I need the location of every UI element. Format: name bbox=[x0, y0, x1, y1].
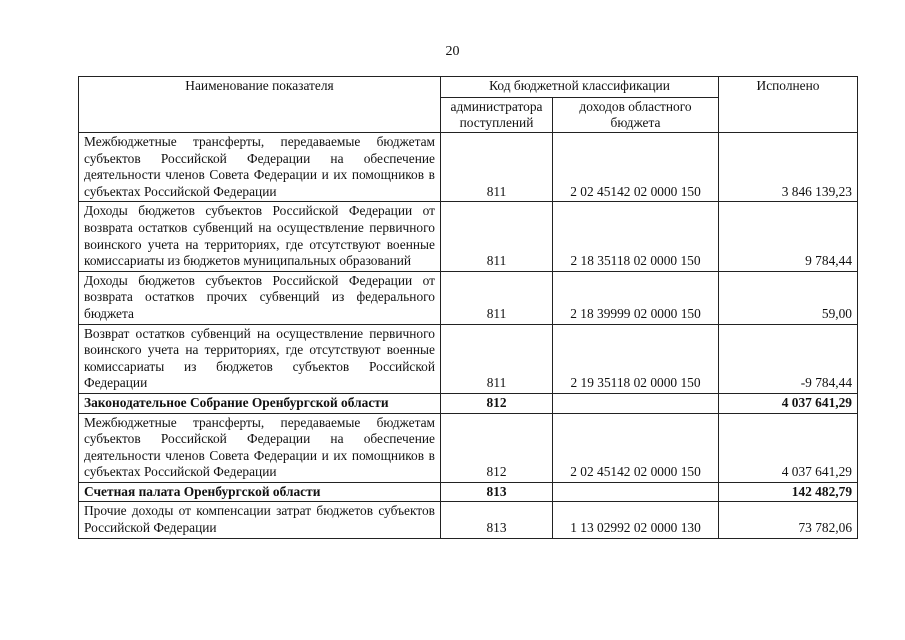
row-name-cell: Межбюджетные трансферты, передаваемые бюджетам субъектов Российской Федерации на обеспечение деятельности членов Совета Федерации и их помощников в субъектах Российской Федерации bbox=[79, 133, 441, 202]
row-admin-code-cell: 813 bbox=[441, 482, 553, 502]
table-header bbox=[79, 77, 858, 133]
table-row bbox=[79, 133, 858, 202]
row-name-cell: Доходы бюджетов субъектов Российской Федерации от возврата остатков субвенций на осуществление первичного воинского учета на территориях, где отсутствуют военные комиссариаты из бюджетов муниципальных образований bbox=[79, 202, 441, 271]
row-name-cell: Законодательное Собрание Оренбургской области bbox=[79, 393, 441, 413]
row-amount-cell: 59,00 bbox=[719, 271, 858, 324]
row-amount-cell: -9 784,44 bbox=[719, 324, 858, 393]
row-budget-code-cell: 1 13 02992 02 0000 130 bbox=[553, 502, 719, 538]
row-amount-cell: 73 782,06 bbox=[719, 502, 858, 538]
header-executed: Исполнено bbox=[719, 77, 858, 133]
table-row bbox=[79, 271, 858, 324]
row-amount-cell: 142 482,79 bbox=[719, 482, 858, 502]
row-budget-code-cell: 2 19 35118 02 0000 150 bbox=[553, 324, 719, 393]
row-amount-cell: 9 784,44 bbox=[719, 202, 858, 271]
row-admin-code-cell: 812 bbox=[441, 413, 553, 482]
table-row bbox=[79, 202, 858, 271]
row-amount-cell: 3 846 139,23 bbox=[719, 133, 858, 202]
header-name: Наименование показателя bbox=[79, 77, 441, 133]
table-section-row bbox=[79, 393, 858, 413]
page-number: 20 bbox=[445, 44, 460, 59]
row-admin-code-cell: 813 bbox=[441, 502, 553, 538]
row-budget-code-cell bbox=[553, 393, 719, 413]
row-admin-code-cell: 811 bbox=[441, 271, 553, 324]
row-name-cell: Счетная палата Оренбургской области bbox=[79, 482, 441, 502]
row-name-cell: Межбюджетные трансферты, передаваемые бюджетам субъектов Российской Федерации на обеспечение деятельности членов Совета Федерации и их помощников в субъектах Российской Федерации bbox=[79, 413, 441, 482]
row-name-cell: Прочие доходы от компенсации затрат бюджетов субъектов Российской Федерации bbox=[79, 502, 441, 538]
row-admin-code-cell: 811 bbox=[441, 324, 553, 393]
row-budget-code-cell: 2 02 45142 02 0000 150 bbox=[553, 133, 719, 202]
row-budget-code-cell: 2 02 45142 02 0000 150 bbox=[553, 413, 719, 482]
table-body bbox=[79, 133, 858, 539]
row-budget-code-cell: 2 18 39999 02 0000 150 bbox=[553, 271, 719, 324]
row-name-cell: Возврат остатков субвенций на осуществление первичного воинского учета на территориях, где отсутствуют военные комиссариаты из бюджетов субъектов Российской Федерации bbox=[79, 324, 441, 393]
row-admin-code-cell: 812 bbox=[441, 393, 553, 413]
row-budget-code-cell: 2 18 35118 02 0000 150 bbox=[553, 202, 719, 271]
row-amount-cell: 4 037 641,29 bbox=[719, 413, 858, 482]
table-section-row bbox=[79, 482, 858, 502]
header-code-group: Код бюджетной классификации bbox=[441, 77, 719, 98]
table-row bbox=[79, 502, 858, 538]
table-row bbox=[79, 324, 858, 393]
row-amount-cell: 4 037 641,29 bbox=[719, 393, 858, 413]
budget-revenue-table bbox=[78, 76, 858, 539]
row-admin-code-cell: 811 bbox=[441, 202, 553, 271]
row-admin-code-cell: 811 bbox=[441, 133, 553, 202]
row-budget-code-cell bbox=[553, 482, 719, 502]
table-row bbox=[79, 413, 858, 482]
row-name-cell: Доходы бюджетов субъектов Российской Федерации от возврата остатков прочих субвенций из федерального бюджета bbox=[79, 271, 441, 324]
header-administrator: администратора поступлений bbox=[441, 98, 553, 133]
header-revenue: доходов областного бюджета bbox=[553, 98, 719, 133]
